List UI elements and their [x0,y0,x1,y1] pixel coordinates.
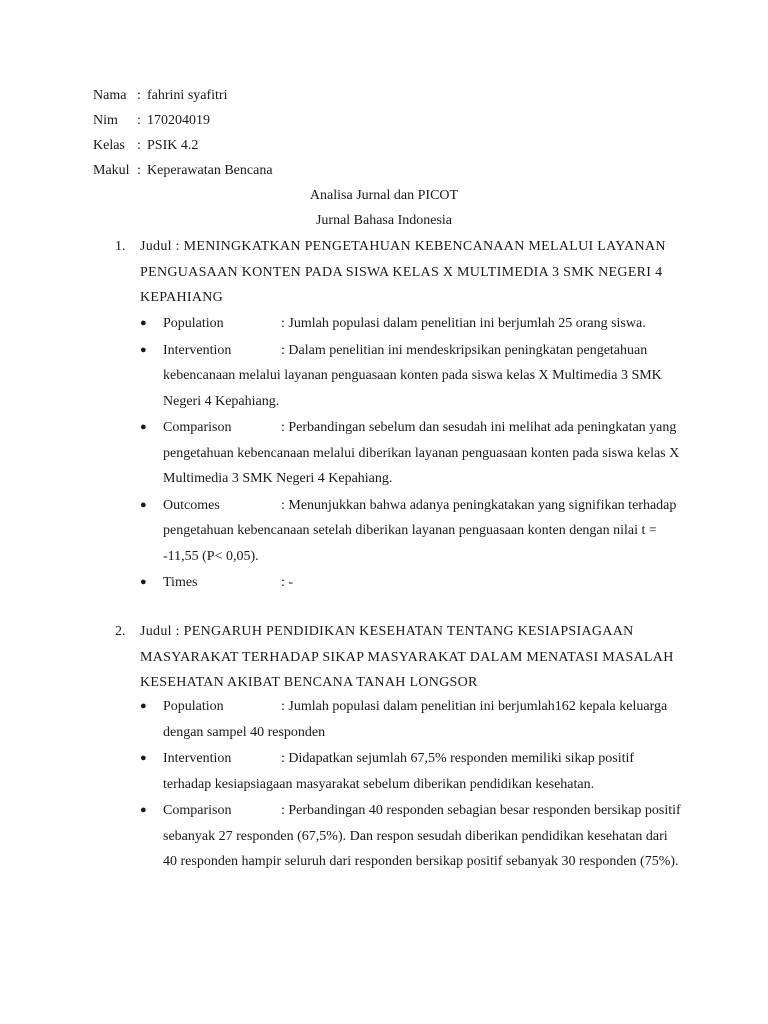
picot-population [136,694,681,745]
picot-label: Intervention [163,342,232,358]
picot-label: Intervention [163,751,232,766]
document-title: Analisa Jurnal dan PICOT [309,188,459,203]
info-separator: : [137,88,141,103]
item-title: Judul : MENINGKATKAN PENGETAHUAN KEBENCANAAN MELALUI LAYANAN PENGUASAAN KONTEN PADA SISWA KELAS X MULTIMEDIA 3 SMK NEGERI 4 KEPAHIANG [140,239,666,305]
picot-text: : Jumlah populasi dalam penelitian ini berjumlah 25 orang siswa. [281,316,646,331]
picot-comparison [136,798,681,875]
bullet-icon: ● [140,317,147,329]
picot-outcomes [136,493,681,570]
info-row-name [93,86,273,111]
picot-intervention [136,746,681,797]
info-separator: : [137,113,141,128]
info-label: Nama [93,88,127,103]
item-number: 1. [115,239,126,254]
item-number: 2. [115,624,126,639]
picot-text: : Perbandingan sebelum dan sesudah ini melihat ada peningkatan yang pengetahuan kebencanaan melalui diberikan layanan penguasaan konten pada siswa kelas X Multimedia 3 SMK Negeri 4 Kepahiang. [163,420,680,486]
picot-text: : Jumlah populasi dalam penelitian ini berjumlah162 kepala keluarga dengan sampel 40 responden [163,699,668,740]
info-separator: : [137,138,141,153]
picot-list-2 [136,694,681,876]
journal-item-2 [115,619,685,696]
bullet-icon: ● [140,421,147,433]
info-value: Keperawatan Bencana [147,163,273,178]
picot-list-1 [136,311,681,597]
info-value: 170204019 [147,113,210,128]
info-row-kelas [93,136,273,161]
picot-text: : Menunjukkan bahwa adanya peningkatakan yang signifikan terhadap pengetahuan kebencanaan setelah diberikan layanan penguasaan konten dengan nilai t = -11,55 (P< 0,05). [163,497,677,564]
student-info [93,86,273,186]
picot-text: : Dalam penelitian ini mendeskripsikan peningkatan pengetahuan kebencanaan melalui layanan penguasaan konten pada siswa kelas X Multimedia 3 SMK Negeri 4 Kepahiang. [163,342,662,409]
picot-label: Population [163,699,224,714]
bullet-icon: ● [140,343,147,356]
bullet-icon: ● [140,804,147,816]
picot-population [136,311,681,337]
journal-item-1 [115,234,685,311]
item-title: Judul : PENGARUH PENDIDIKAN KESEHATAN TENTANG KESIAPSIAGAAN MASYARAKAT TERHADAP SIKAP MASYARAKAT DALAM MENATASI MASALAH KESEHATAN AKIBAT BENCANA TANAH LONGSOR [140,624,674,690]
picot-comparison [136,415,681,492]
info-label: Kelas [93,138,125,153]
picot-label: Outcomes [163,497,220,513]
picot-intervention [136,338,681,415]
info-row-makul [93,161,273,186]
picot-label: Population [163,316,224,331]
info-row-nim [93,111,273,136]
picot-label: Times [163,575,198,590]
bullet-icon: ● [140,752,147,764]
info-separator: : [137,163,141,178]
bullet-icon: ● [140,576,147,588]
picot-text: : - [281,575,294,590]
picot-times [136,570,681,596]
picot-text: : Perbandingan 40 responden sebagian besar responden bersikap positif sebanyak 27 responden (67,5%). Dan respon sesudah diberikan pendidikan kesehatan dari 40 responden hampir seluruh dari responden bersikap positif sebanyak 30 responden (75%). [163,803,681,869]
bullet-icon: ● [140,498,147,511]
picot-label: Comparison [163,803,232,818]
info-value: PSIK 4.2 [147,138,199,153]
picot-label: Comparison [163,420,232,435]
info-value: fahrini syafitri [147,88,228,103]
bullet-icon: ● [140,700,147,712]
document-subtitle: Jurnal Bahasa Indonesia [315,213,453,228]
info-label: Makul [93,163,130,178]
picot-text: : Didapatkan sejumlah 67,5% responden memiliki sikap positif terhadap kesiapsiagaan masyarakat sebelum diberikan pendidikan kesehatan. [163,751,635,792]
info-label: Nim [93,113,118,128]
